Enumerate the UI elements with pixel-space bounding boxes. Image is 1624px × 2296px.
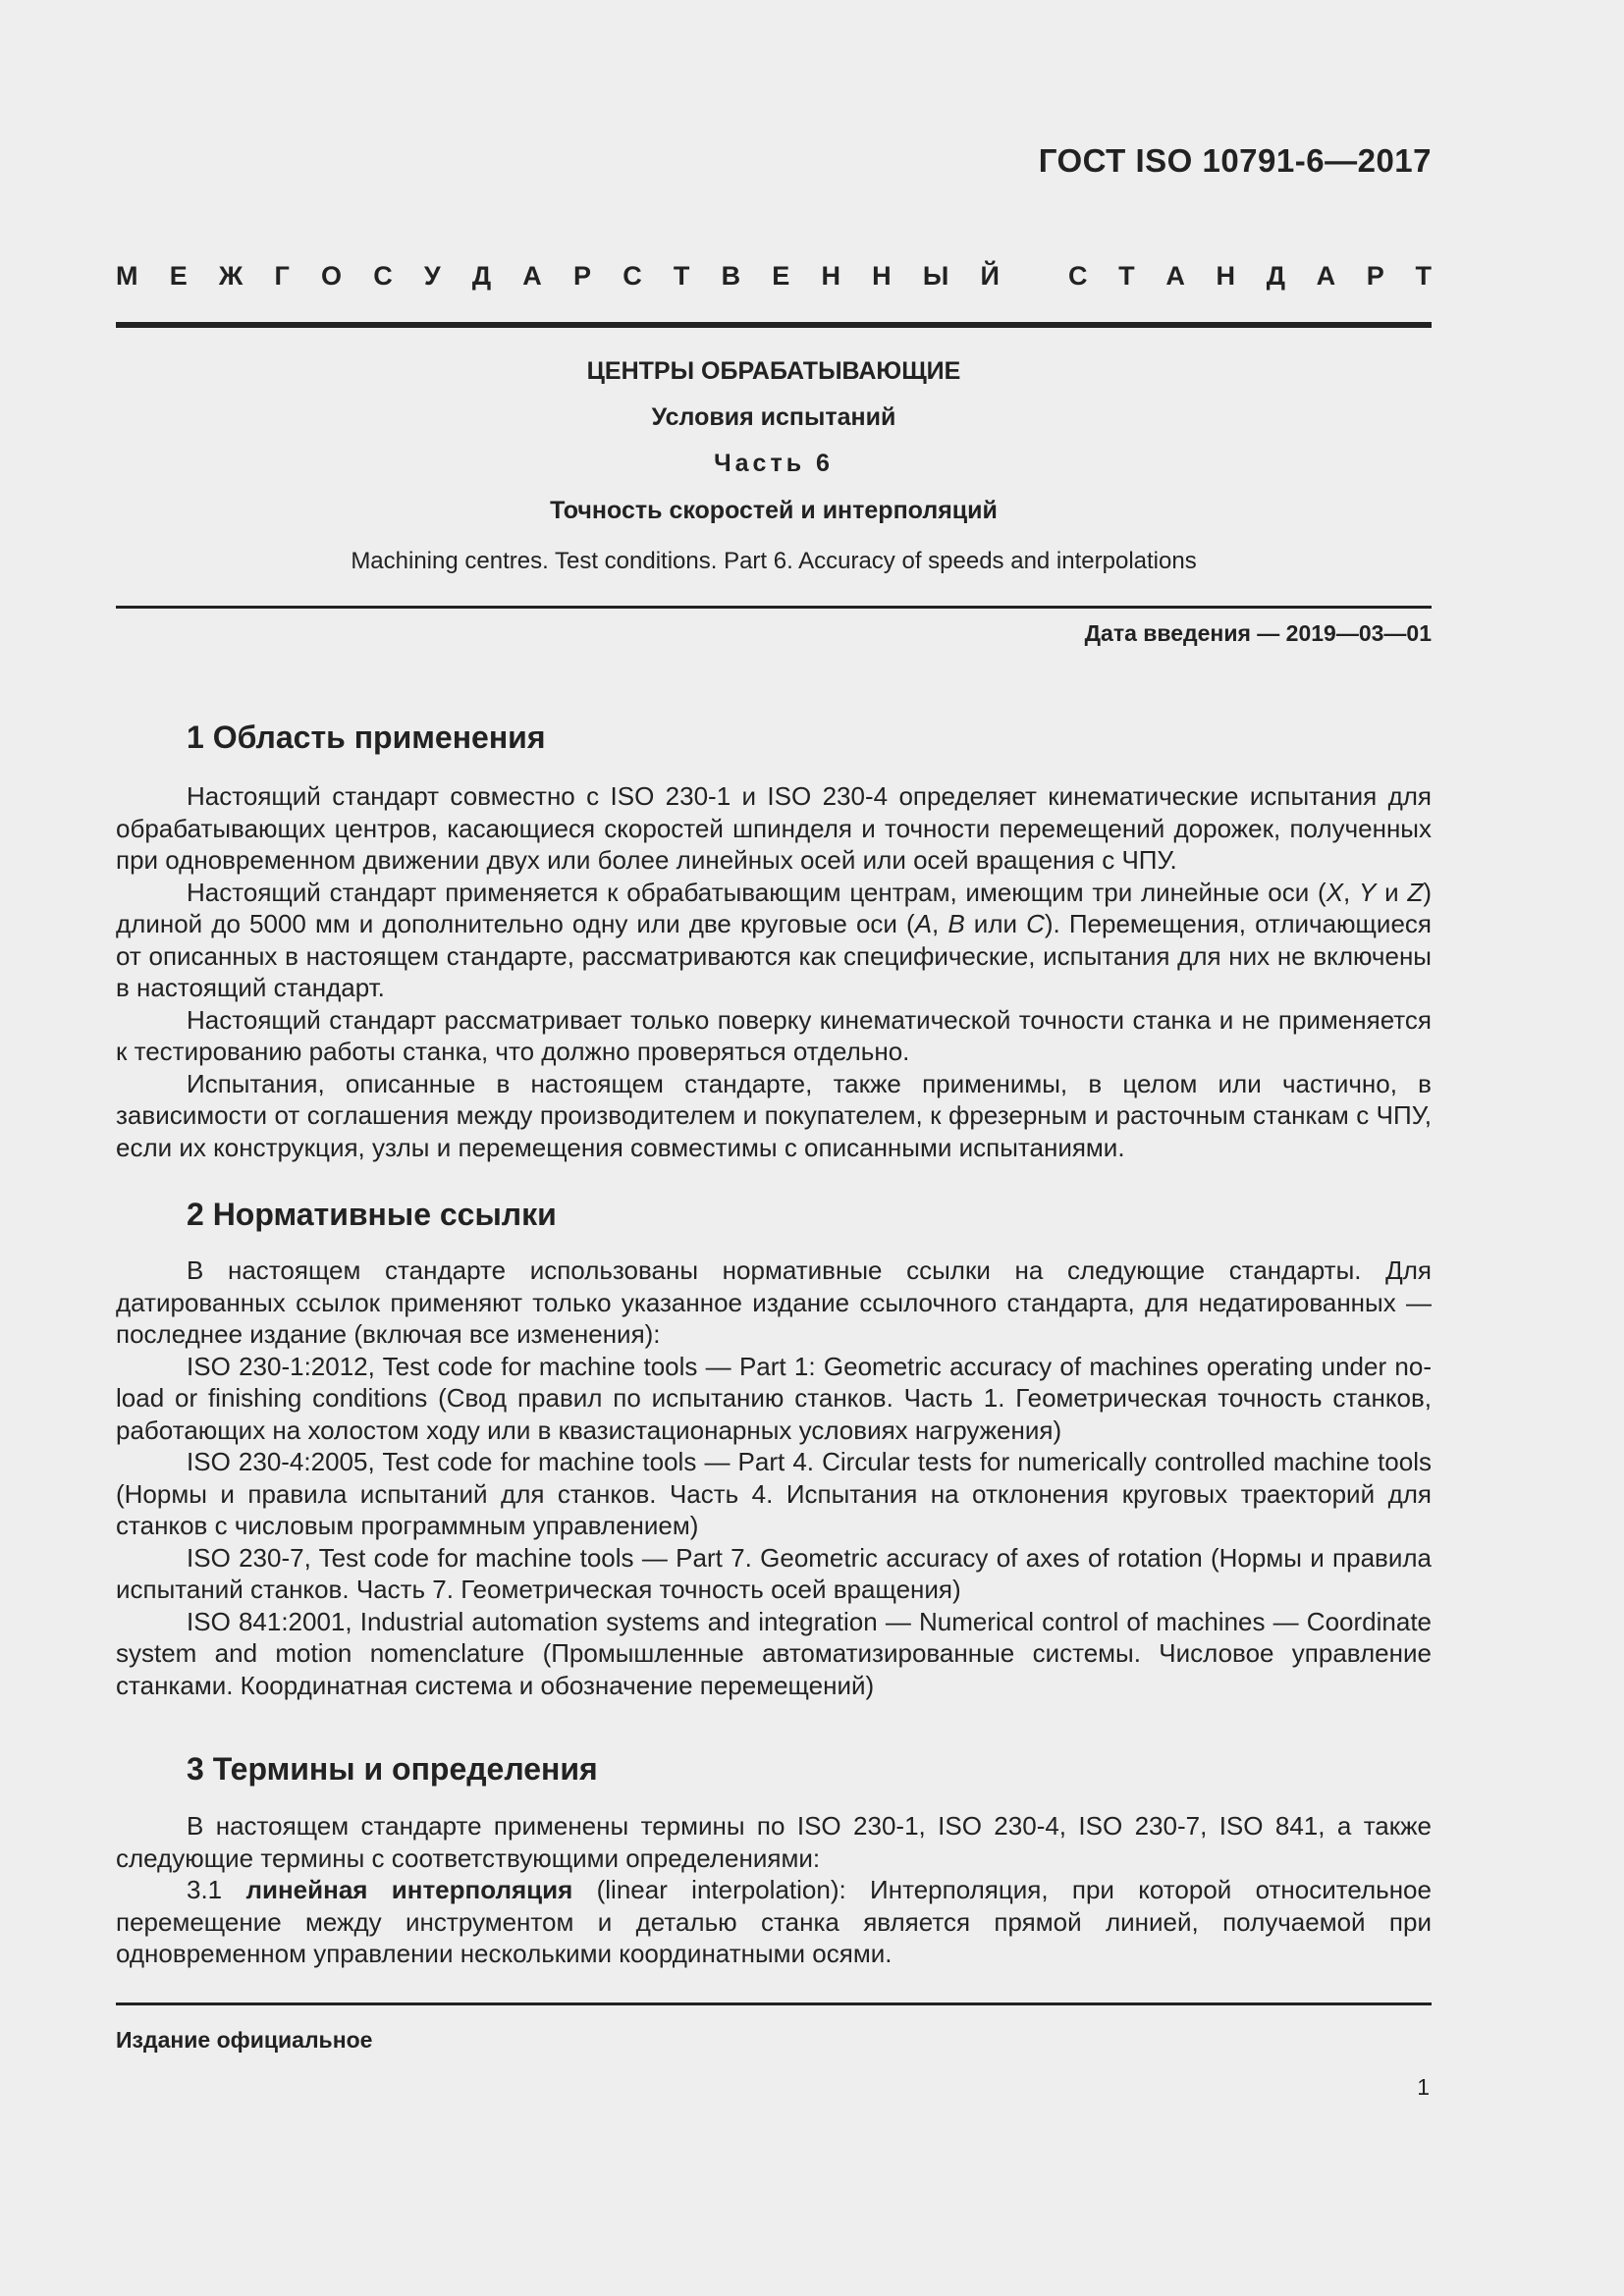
banner-letter: Н bbox=[872, 261, 892, 291]
banner-letter: С bbox=[623, 261, 642, 291]
title-bottom-rule bbox=[116, 606, 1432, 609]
banner-letter: А bbox=[522, 261, 542, 291]
banner-letter: Д bbox=[1266, 261, 1285, 291]
banner-letter: Ж bbox=[218, 261, 244, 291]
term-text: Интерполяция, при которой относительное перемещение между инструментом и деталью станка является прямой линией, получаемой при одновременном управлении несколькими координатными осями. bbox=[116, 1875, 1432, 1968]
banner-letter: Т bbox=[673, 261, 690, 291]
banner-letter: А bbox=[1316, 261, 1336, 291]
reference-item: ISO 230-1:2012, Test code for machine tools — Part 1: Geometric accuracy of machines operating under no-load or finishing conditions (Свод правил по испытанию станков. Часть 1. Геометрическая точность станков, работающих на холостом ходу или в квазистационарных условиях нагружения) bbox=[116, 1351, 1432, 1445]
paragraph: В настоящем стандарте использованы нормативные ссылки на следующие стандарты. Для датированных ссылок применяют только указанное издание ссылочного стандарта, для недатированных — последнее издание (включая все изменения): bbox=[116, 1255, 1432, 1349]
title-part: Часть 6 bbox=[714, 450, 834, 477]
reference-item: ISO 230-7, Test code for machine tools — Part 7. Geometric accuracy of axes of rotation (Нормы и правила испытаний станков. Часть 7. Геометрическая точность осей вращения) bbox=[116, 1542, 1432, 1604]
official-edition-label: Издание официальное bbox=[116, 2027, 373, 2053]
reference-item: ISO 841:2001, Industrial automation systems and integration — Numerical control of machines — Coordinate system and motion nomenclature (Промышленные автоматизированные системы. Числовое управление станками. Координатная система и обозначение перемещений) bbox=[116, 1606, 1432, 1700]
banner-letter: О bbox=[320, 261, 342, 291]
section-2-heading: 2 Нормативные ссылки bbox=[187, 1197, 557, 1232]
paragraph: Испытания, описанные в настоящем стандарте, также применимы, в целом или частично, в зависимости от соглашения между производителем и покупателем, к фрезерным и расточным станкам с ЧПУ, если их конструкция, узлы и перемещения совместимы с описанными испытаниями. bbox=[116, 1068, 1432, 1162]
banner-letter: Е bbox=[169, 261, 188, 291]
banner-letter: Д bbox=[471, 261, 492, 291]
section-3-heading: 3 Термины и определения bbox=[187, 1751, 598, 1787]
interstate-word bbox=[116, 261, 1000, 292]
term-english: (linear interpolation): bbox=[596, 1875, 846, 1904]
document-code: ГОСТ ISO 10791-6—2017 bbox=[1038, 142, 1432, 179]
banner-letter: Н bbox=[821, 261, 840, 291]
banner-letter: С bbox=[1068, 261, 1088, 291]
page-number: 1 bbox=[1417, 2074, 1430, 2100]
banner-letter: М bbox=[116, 261, 138, 291]
banner-letter: Е bbox=[772, 261, 790, 291]
top-thick-rule bbox=[116, 322, 1432, 328]
banner-letter: В bbox=[721, 261, 741, 291]
footer-rule bbox=[116, 2002, 1432, 2005]
banner-letter: А bbox=[1165, 261, 1185, 291]
paragraph-text: Настоящий стандарт применяется к обрабатывающим центрам, имеющим три линейные оси (X, Y и Z) длиной до 5000 мм и дополнительно одну или две круговые оси (A, B или C). Перемещения, отличающиеся от описанных в настоящем стандарте, рассматриваются как специфические, испытания для них не включены в настоящий стандарт. bbox=[116, 877, 1432, 1002]
section-3-body bbox=[116, 1810, 1432, 1970]
term-definition bbox=[116, 1874, 1432, 1970]
banner-letter: Ы bbox=[922, 261, 949, 291]
banner-letter: У bbox=[423, 261, 441, 291]
introduction-date: Дата введения — 2019—03—01 bbox=[1084, 620, 1432, 646]
banner-letter: Р bbox=[572, 261, 591, 291]
title-english: Machining centres. Test conditions. Part 6. Accuracy of speeds and interpolations bbox=[351, 548, 1197, 574]
banner-letter: Т bbox=[1415, 261, 1432, 291]
section-1-body bbox=[116, 780, 1432, 1163]
banner-letter: С bbox=[373, 261, 393, 291]
paragraph: В настоящем стандарте применены термины по ISO 230-1, ISO 230-4, ISO 230-7, ISO 841, а также следующие термины с соответствующими определениями: bbox=[116, 1811, 1432, 1873]
interstate-standard-banner bbox=[116, 261, 1432, 292]
paragraph: Настоящий стандарт рассматривает только поверку кинематической точности станка и не применяется к тестированию работы станка, что должно проверяться отдельно. bbox=[116, 1004, 1432, 1066]
paragraph bbox=[116, 877, 1432, 1004]
standard-word bbox=[1068, 261, 1432, 292]
title-line-1: ЦЕНТРЫ ОБРАБАТЫВАЮЩИЕ bbox=[586, 357, 961, 385]
banner-letter: Й bbox=[980, 261, 1000, 291]
term-number: 3.1 bbox=[187, 1875, 223, 1904]
banner-letter: Т bbox=[1118, 261, 1135, 291]
banner-letter: Р bbox=[1366, 261, 1384, 291]
section-2-body bbox=[116, 1255, 1432, 1701]
banner-letter: Н bbox=[1216, 261, 1236, 291]
banner-letter: Г bbox=[274, 261, 290, 291]
section-1-heading: 1 Область применения bbox=[187, 720, 546, 755]
title-line-2: Условия испытаний bbox=[651, 403, 896, 431]
reference-item: ISO 230-4:2005, Test code for machine tools — Part 4. Circular tests for numerically controlled machine tools (Нормы и правила испытаний для станков. Часть 4. Испытания на отклонения круговых траекторий для станков с числовым программным управлением) bbox=[116, 1447, 1432, 1540]
paragraph: Настоящий стандарт совместно с ISO 230-1 и ISO 230-4 определяет кинематические испытания для обрабатывающих центров, касающиеся скоростей шпинделя и точности перемещений дорожек, полученных при одновременном движении двух или более линейных осей или осей вращения с ЧПУ. bbox=[116, 781, 1432, 875]
title-line-4: Точность скоростей и интерполяций bbox=[550, 497, 998, 524]
term-name: линейная интерполяция bbox=[245, 1875, 573, 1904]
